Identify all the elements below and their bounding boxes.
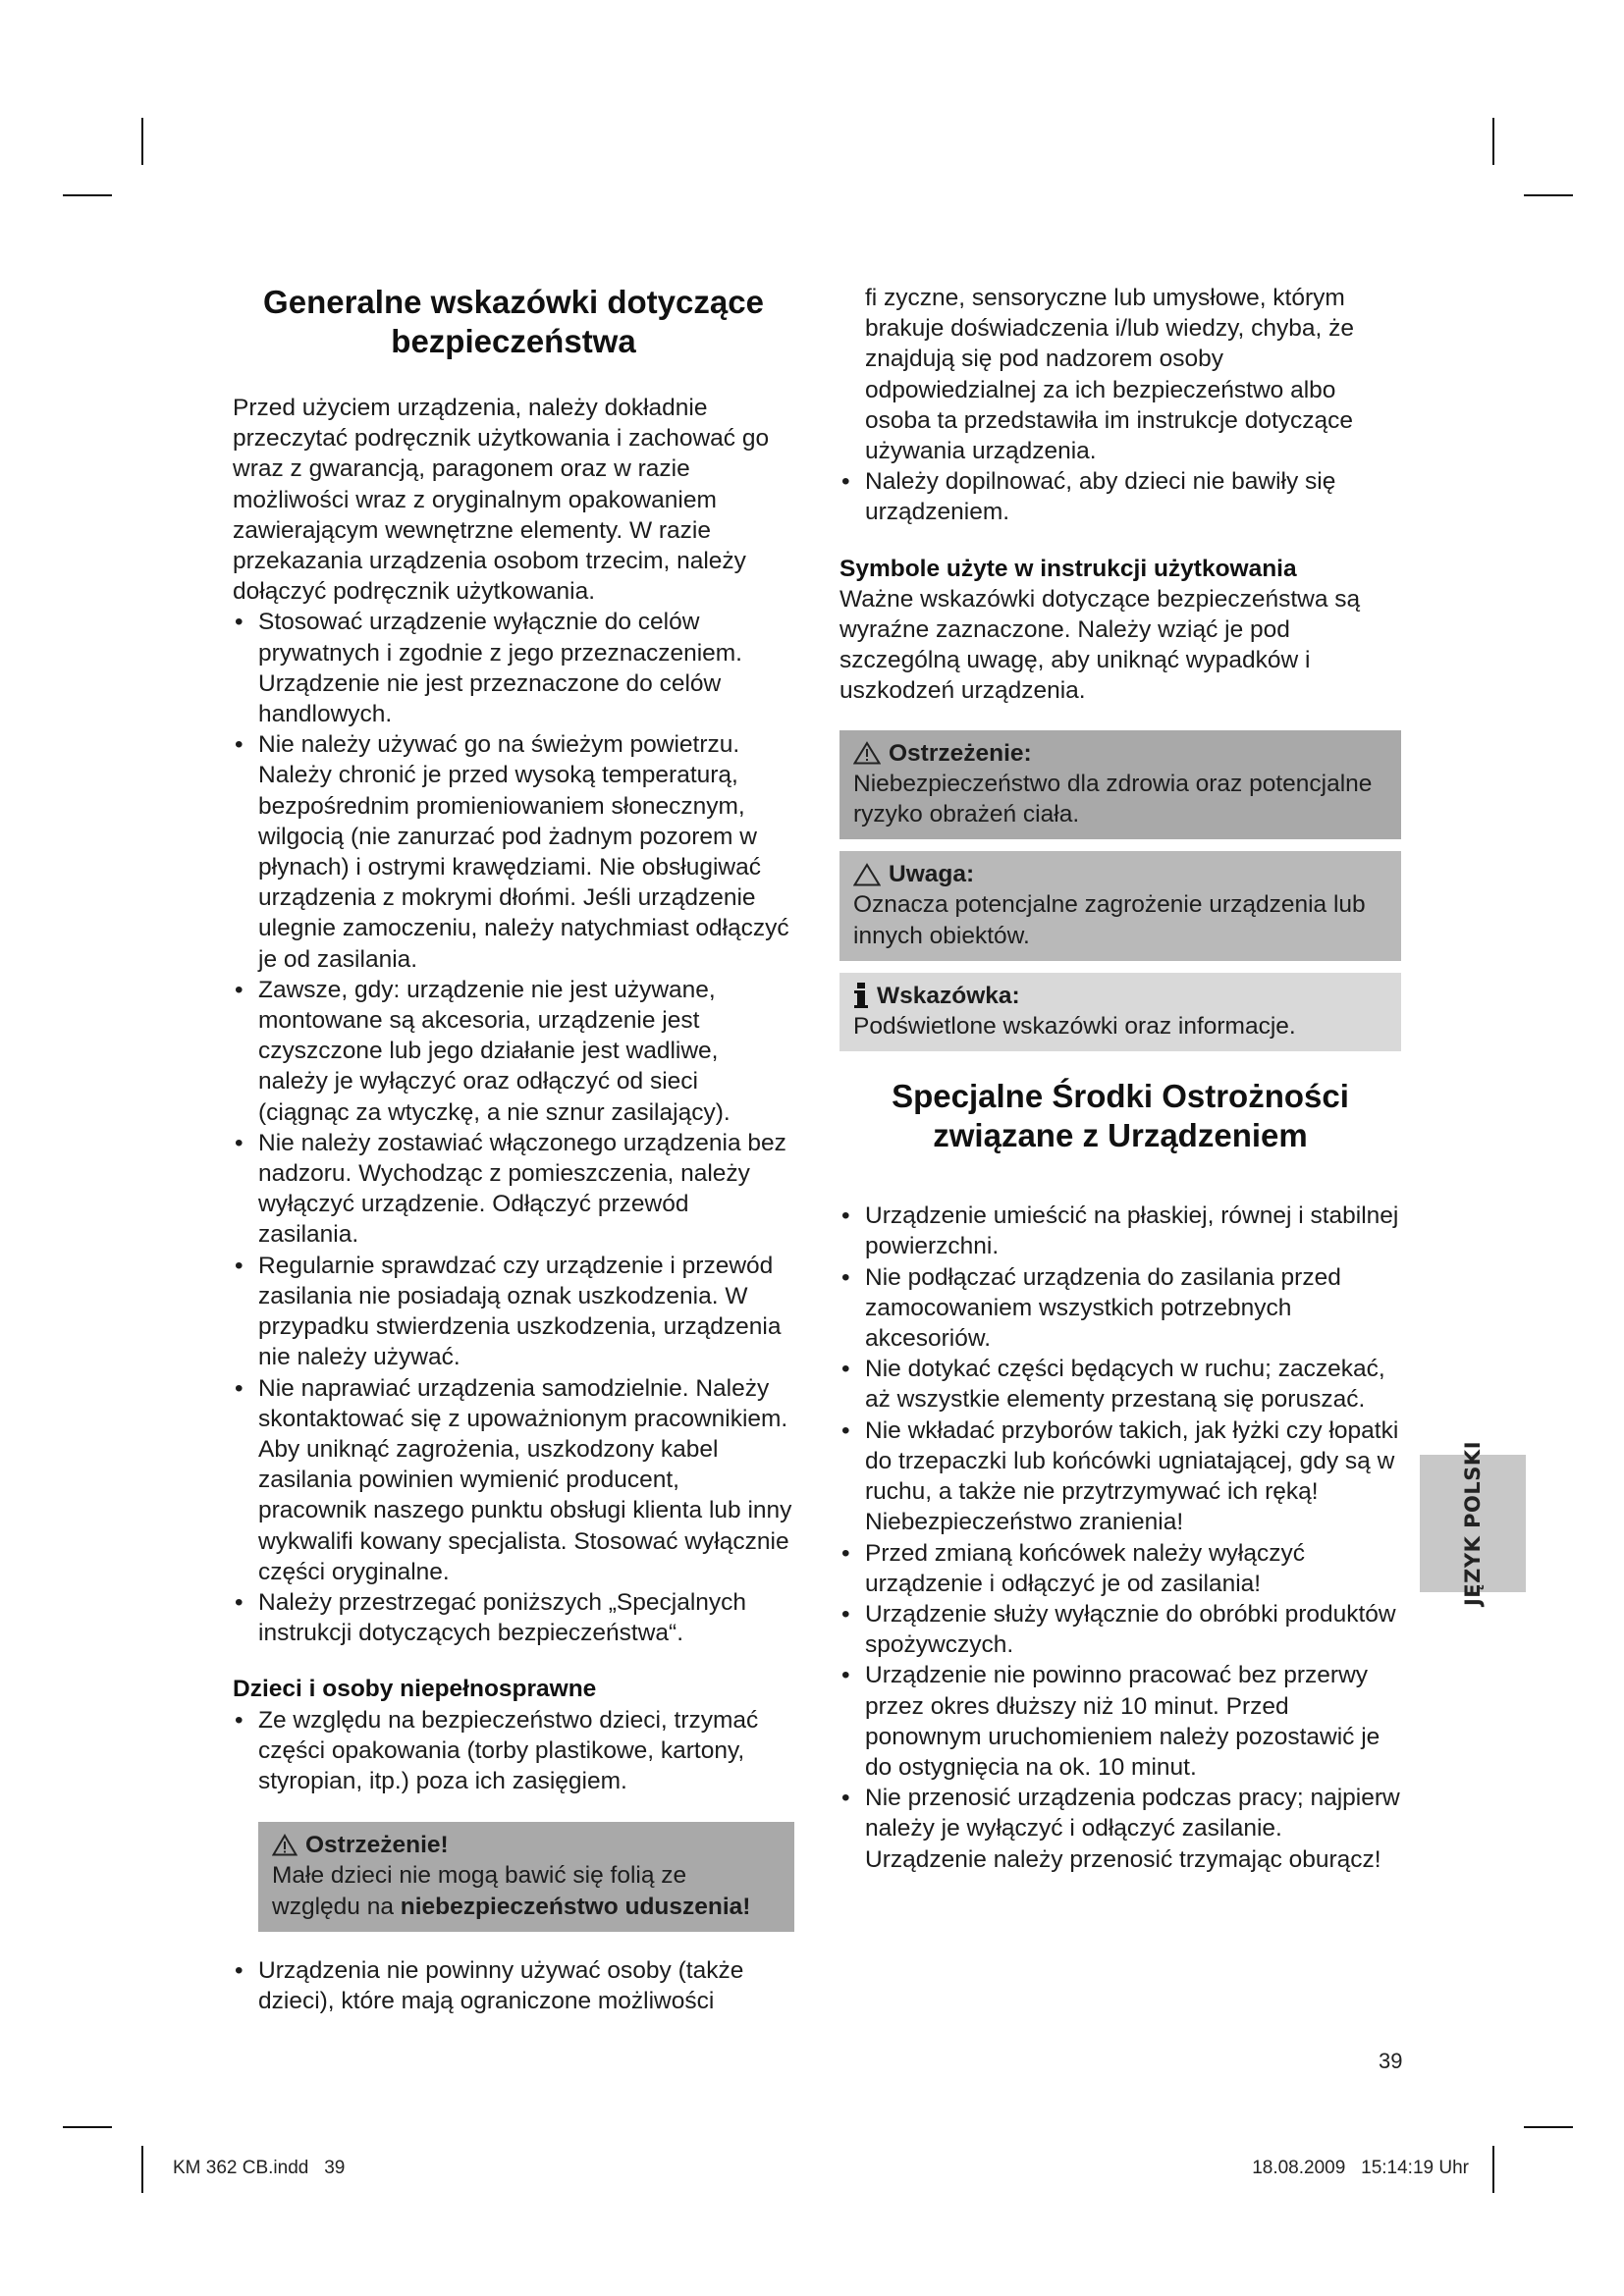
list-item: • Nie naprawiać urządzenia samodzielnie. Należy skontaktować się z upoważnionym pracownikiem. Aby uniknąć zagrożenia, uszkodzony kabel zasilania powinien wymienić producent, pracownik naszego punktu obsługi klienta lub inny wykwalifi kowany specjalista. Stosować wyłącznie części oryginalne. xyxy=(233,1373,794,1587)
list-item: • Należy dopilnować, aby dzieci nie bawiły się urządzeniem. xyxy=(839,466,1401,527)
list-item: • Nie dotykać części będących w ruchu; zaczekać, aż wszystkie elementy przestaną się poruszać. xyxy=(839,1354,1401,1415)
footer-file-info: KM 362 CB.indd 39 xyxy=(173,2158,346,2178)
caution-triangle-icon xyxy=(853,863,881,886)
list-item: • Zawsze, gdy: urządzenie nie jest używane, montowane są akcesoria, urządzenie jest czyszczone lub jego działanie jest wadliwe, należy je wyłączyć oraz odłączyć od sieci (ciągnąc za wtyczkę, a nie sznur zasilający). xyxy=(233,975,794,1128)
right-column xyxy=(839,283,1401,1875)
crop-mark xyxy=(63,194,112,196)
list-item: • Urządzenie nie powinno pracować bez przerwy przez okres dłuższy niż 10 minut. Przed ponownym uruchomieniem należy pozostawić je do ostygnięcia na ok. 10 minut. xyxy=(839,1660,1401,1783)
crop-mark xyxy=(1492,118,1494,165)
safety-heading: Generalne wskazówki dotyczące bezpieczeństwa xyxy=(263,284,764,359)
box-text: Podświetlone wskazówki oraz informacje. xyxy=(853,1013,1296,1041)
warning-box xyxy=(258,1822,794,1932)
list-item: • Nie przenosić urządzenia podczas pracy; najpierw należy je wyłączyć i odłączyć zasilanie. Urządzenie należy przenosić trzymając oburącz! xyxy=(839,1783,1401,1875)
safety-list xyxy=(233,607,794,1648)
box-title xyxy=(853,981,1387,1011)
info-icon xyxy=(853,983,869,1008)
children-list-cont xyxy=(233,1955,794,2016)
box-title xyxy=(853,859,1387,889)
special-list xyxy=(839,1201,1401,1874)
list-item: • Regularnie sprawdzać czy urządzenie i przewód zasilania nie posiadają oznak uszkodzenia. W przypadku stwierdzenia uszkodzenia, urządzenia nie należy używać. xyxy=(233,1251,794,1373)
box-text: Niebezpieczeństwo dla zdrowia oraz potencjalne ryzyko obrażeń ciała. xyxy=(853,770,1373,828)
list-item: • Urządzenia nie powinny używać osoby (także dzieci), które mają ograniczone możliwości xyxy=(233,1955,794,2016)
warning-title-text: Ostrzeżenie! xyxy=(305,1832,449,1859)
children-list-right xyxy=(839,466,1401,527)
language-tab xyxy=(1420,1440,1526,1607)
children-list xyxy=(233,1705,794,1797)
continuation-text: fi zyczne, sensoryczne lub umysłowe, którym brakuje doświadczenia i/lub wiedzy, chyba, że znajdują się pod nadzorem osoby odpowiedzialnej za ich bezpieczeństwo albo osoba ta przedstawiła im instrukcje dotyczące używania urządzenia. xyxy=(865,285,1354,465)
list-item: • Należy przestrzegać poniższych „Specjalnych instrukcji dotyczących bezpieczeństwa“. xyxy=(233,1587,794,1648)
list-item: • Nie wkładać przyborów takich, jak łyżki czy łopatki do trzepaczki lub końcówki ugniatającej, gdy są w ruchu, a także nie przytrzymywać ich ręką! Niebezpieczeństwo zranienia! xyxy=(839,1415,1401,1538)
crop-mark xyxy=(141,2146,143,2193)
special-heading: Specjalne Środki Ostrożności związane z Urządzeniem xyxy=(892,1078,1349,1154)
crop-mark xyxy=(141,118,143,165)
list-item: • Urządzenie służy wyłącznie do obróbki produktów spożywczych. xyxy=(839,1599,1401,1660)
children-heading: Dzieci i osoby niepełnosprawne xyxy=(233,1676,597,1703)
list-item: • Urządzenie umieścić na płaskiej, równej i stabilnej powierzchni. xyxy=(839,1201,1401,1261)
box-title-text: Uwaga: xyxy=(889,861,975,888)
list-item: • Nie należy używać go na świeżym powietrzu. Należy chronić je przed wysoką temperaturą, bezpośrednim promieniowaniem słonecznym, wilgocią (nie zanurzać pod żadnym pozorem w płynach) i ostrymi krawędziami. Nie obsługiwać urządzenia z mokrymi dłońmi. Jeśli urządzenie ulegnie zamoczeniu, należy natychmiast odłączyć je od zasilania. xyxy=(233,729,794,975)
hint-symbol-box xyxy=(839,973,1401,1051)
crop-mark xyxy=(1524,2126,1573,2128)
left-column xyxy=(233,283,794,2016)
caution-symbol-box xyxy=(839,851,1401,961)
warning-triangle-icon xyxy=(272,1834,298,1856)
box-text: Oznacza potencjalne zagrożenie urządzenia lub innych obiektów. xyxy=(853,891,1366,949)
warning-box-title xyxy=(272,1830,781,1860)
crop-mark xyxy=(1492,2146,1494,2193)
list-item: • Ze względu na bezpieczeństwo dzieci, trzymać części opakowania (torby plastikowe, kartony, styropian, itp.) poza ich zasięgiem. xyxy=(233,1705,794,1797)
crop-mark xyxy=(63,2126,112,2128)
warning-symbol-box xyxy=(839,730,1401,840)
box-title-text: Wskazówka: xyxy=(877,982,1020,1009)
page-number: 39 xyxy=(1379,2049,1403,2073)
list-item: • Stosować urządzenie wyłącznie do celów prywatnych i zgodnie z jego przeznaczeniem. Urządzenie nie jest przeznaczone do celów handlowych. xyxy=(233,607,794,729)
footer-timestamp: 18.08.2009 15:14:19 Uhr xyxy=(1252,2158,1469,2178)
warning-triangle-icon xyxy=(853,741,881,765)
crop-mark xyxy=(1524,194,1573,196)
list-item: • Nie należy zostawiać włączonego urządzenia bez nadzoru. Wychodząc z pomieszczenia, należy wyłączyć urządzenie. Odłączyć przewód zasilania. xyxy=(233,1128,794,1251)
language-tab-label: JĘZYK POLSKI xyxy=(1461,1440,1485,1607)
warning-text: Małe dzieci nie mogą bawić się folią ze względu na niebezpieczeństwo uduszenia! xyxy=(272,1862,751,1920)
box-title-text: Ostrzeżenie: xyxy=(889,739,1032,767)
box-title xyxy=(853,738,1387,769)
list-item: • Przed zmianą końcówek należy wyłączyć urządzenie i odłączyć je od zasilania! xyxy=(839,1538,1401,1599)
warning-bold-text: niebezpieczeństwo uduszenia! xyxy=(400,1893,751,1920)
intro-paragraph: Przed użyciem urządzenia, należy dokładnie przeczytać podręcznik użytkowania i zachować go wraz z gwarancją, paragonem oraz w razie możliwości wraz z oryginalnym opakowaniem zawierającym wewnętrzne elementy. W razie przekazania urządzenia osobom trzecim, należy dołączyć podręcznik użytkowania. xyxy=(233,395,770,606)
list-item: • Nie podłączać urządzenia do zasilania przed zamocowaniem wszystkich potrzebnych akcesoriów. xyxy=(839,1262,1401,1355)
symbols-text: Ważne wskazówki dotyczące bezpieczeństwa są wyraźne zaznaczone. Należy wziąć je pod szczególną uwagę, aby uniknąć wypadków i uszkodzeń urządzenia. xyxy=(839,585,1361,705)
symbols-heading: Symbole użyte w instrukcji użytkowania xyxy=(839,555,1297,582)
